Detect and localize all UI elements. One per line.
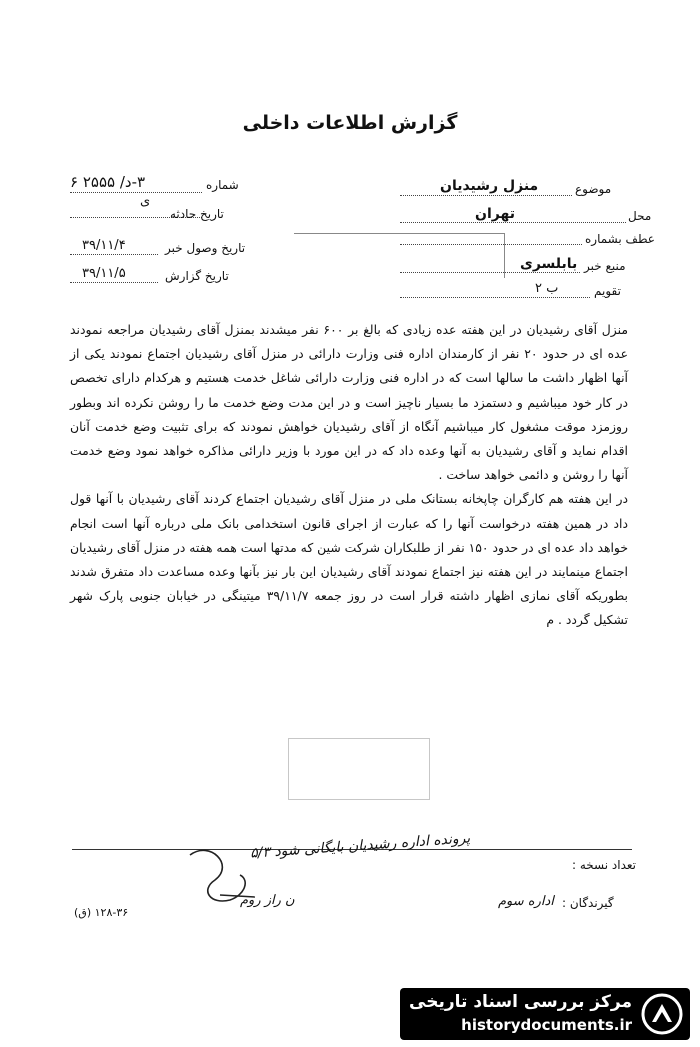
received-date-label: تاریخ وصول خبر	[165, 241, 246, 255]
handwritten-note: پرونده اداره رشیدیان بایگانی شود ۵/۳	[249, 830, 471, 862]
received-date: ۳۹/۱۱/۴	[82, 238, 126, 253]
report-number: ۳-د/ ۲۵۵۵ ۶	[70, 173, 146, 191]
body-paragraph: در این هفته هم کارگران چاپخانه بستانک ملی در منزل آقای رشیدیان اجتماع کردند آقای رشیدیان با آنها قول داد در همین هفته درخواست آنها را که عبارت از اجرای قانون استخدامی بانک ملی درباره آنها است انجام خواهد داد عده ای در حدود ۱۵۰ نفر از طلبکاران شرکت شین که مدتها است همه هفته در منزل آقای رشیدیان اجتماع مینمایند در این هفته نیز اجتماع نمودند آقای رشیدیان این بار نیز بآنها وعده مساعدت داد متفرق شدند بطوریکه آقای نمازی اظهار داشته قرار است در روز جمعه ۳۹/۱۱/۷ میتینگی در خیابان جنوبی پارک شهر تشکیل گردد . م	[70, 491, 628, 628]
source-label: منبع خبر	[584, 259, 626, 273]
place-value: تهران	[475, 206, 515, 222]
reference-label: عطف بشماره	[585, 232, 655, 246]
report-date-label: تاریخ گزارش	[165, 269, 229, 283]
evaluation-value: ب ۲	[535, 281, 559, 296]
archive-logo-icon	[640, 992, 684, 1036]
faint-stamp	[288, 738, 430, 800]
recipients-label: گیرندگان :	[562, 896, 614, 910]
number-note: ی	[140, 194, 151, 209]
form-code: ۱۲۸-۳۶ (ق)	[74, 906, 129, 919]
watermark-site: historydocuments.ir	[461, 1016, 632, 1034]
subject-label: موضوع	[575, 182, 612, 196]
place-label: محل	[628, 209, 652, 223]
source-value: بابلسری	[520, 256, 578, 272]
number-label: شماره	[206, 178, 239, 192]
archive-watermark	[400, 988, 690, 1040]
evaluation-label: تقویم	[594, 284, 621, 298]
incident-date-label: تاریخ حادثه	[170, 207, 224, 221]
body-paragraph: منزل آقای رشیدیان در این هفته عده زیادی که بالغ بر ۶۰۰ نفر میشدند بمنزل آقای رشیدیان مراجعه نمودند عده ای در حدود ۲۰ نفر از کارمندان اداره فنی وزارت دارائی در منزل آقای رشیدیان اجتماع نمودند یکی از آنها اظهار داشت ما سالها است که در اداره فنی وزارت دارائی شاغل خدمت هستیم و هرکدام دارای تخصص در کار خود میباشیم و دستمزد ما بسیار ناچیز است و در این مدت وضع خدمت ما را روشن نکرده اند وبطور روزمزد موقت مشغول کار میباشیم آنگاه از آقای رشیدیان خواهش نمودند که برای تثبیت وضع خدمت آنان اقدام نماید و آقای رشیدیان به آنها وعده داد که در این مورد با وزیر دارائی مذاکره خواهد نمود وضع خدمت آنها را روشن و دائمی خواهد ساخت .	[70, 322, 629, 483]
recipients-value: اداره سوم	[498, 894, 554, 909]
document-title: گزارش اطلاعات داخلی	[242, 112, 458, 134]
copies-label: تعداد نسخه :	[572, 858, 637, 872]
subject-value: منزل رشیدیان	[440, 178, 539, 194]
report-body	[70, 318, 628, 633]
watermark-name: مرکز بررسی اسناد تاریخی	[409, 992, 632, 1012]
report-date: ۳۹/۱۱/۵	[82, 266, 126, 281]
signature-initials: ن راز روم	[240, 893, 295, 908]
